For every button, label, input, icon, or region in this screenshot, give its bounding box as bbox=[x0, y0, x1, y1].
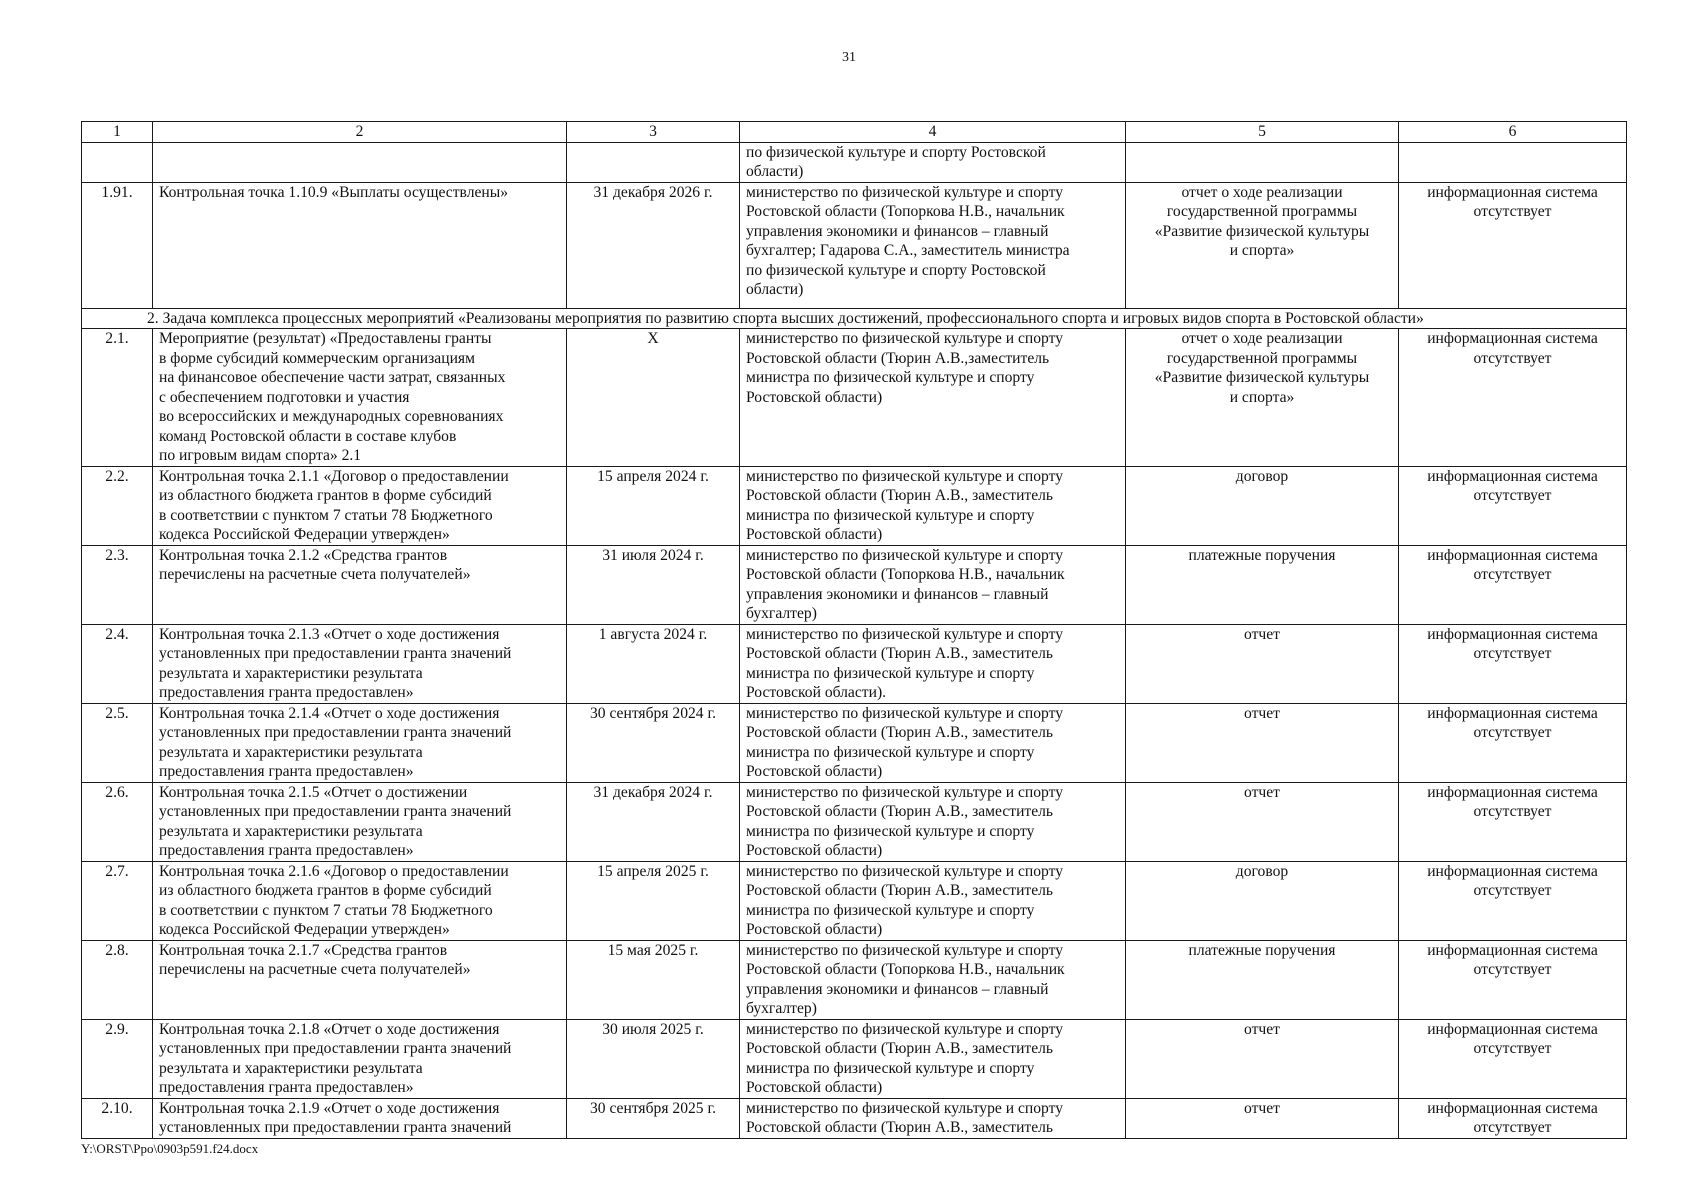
table-cell-col4: министерство по физической культуре и спорту Ростовской области (Тюрин А.В., заместитель министра по физической культуре и спорту Ростовской области) bbox=[740, 1019, 1126, 1098]
table-cell-col6: информационная система отсутствует bbox=[1399, 466, 1627, 545]
table-cell-col1: 2.7. bbox=[82, 861, 153, 940]
table-cell-col5: отчет bbox=[1126, 782, 1399, 861]
table-cell-col6: информационная система отсутствует bbox=[1399, 940, 1627, 1019]
table-cell-col6: информационная система отсутствует bbox=[1399, 1098, 1627, 1138]
section-heading: 2. Задача комплекса процессных мероприятий «Реализованы мероприятия по развитию спорта высших достижений, профессионального спорта и игровых видов спорта в Ростовской области» bbox=[82, 308, 1627, 329]
table-cell-col6: информационная система отсутствует bbox=[1399, 545, 1627, 624]
file-path-footer: Y:\ORST\Ppo\0903p591.f24.docx bbox=[81, 1141, 259, 1156]
table-body bbox=[82, 142, 1627, 1138]
table-cell-col3: 31 декабря 2024 г. bbox=[567, 782, 740, 861]
table-cell-col6 bbox=[1399, 142, 1627, 182]
table-cell-col1 bbox=[82, 142, 153, 182]
table-cell-col3 bbox=[567, 142, 740, 182]
column-header-4: 4 bbox=[740, 122, 1126, 143]
table-cell-col3: 15 апреля 2024 г. bbox=[567, 466, 740, 545]
table-cell-col2: Контрольная точка 2.1.9 «Отчет о ходе достижения установленных при предоставлении гранта значений bbox=[153, 1098, 567, 1138]
table-cell-col2: Мероприятие (результат) «Предоставлены гранты в форме субсидий коммерческим организациям на финансовое обеспечение части затрат, связанных с обеспечением подготовки и участия во всероссийских и международных соревнованиях команд Ростовской области в составе клубов по игровым видам спорта» 2.1 bbox=[153, 329, 567, 467]
table-cell-col1: 2.6. bbox=[82, 782, 153, 861]
table-cell-col4: по физической культуре и спорту Ростовской области) bbox=[740, 142, 1126, 182]
table-row bbox=[82, 1019, 1627, 1098]
table-cell-col2: Контрольная точка 2.1.4 «Отчет о ходе достижения установленных при предоставлении гранта значений результата и характеристики результата предоставления гранта предоставлен» bbox=[153, 703, 567, 782]
table-cell-col5: платежные поручения bbox=[1126, 940, 1399, 1019]
table-row bbox=[82, 142, 1627, 182]
table-cell-col3: 31 декабря 2026 г. bbox=[567, 182, 740, 308]
table-cell-col6: информационная система отсутствует bbox=[1399, 1019, 1627, 1098]
table-cell-col6: информационная система отсутствует bbox=[1399, 624, 1627, 703]
table-cell-col3: 30 июля 2025 г. bbox=[567, 1019, 740, 1098]
table-cell-col4: министерство по физической культуре и спорту Ростовской области (Топоркова Н.В., начальник управления экономики и финансов – главный бухгалтер) bbox=[740, 545, 1126, 624]
table-cell-col1: 2.5. bbox=[82, 703, 153, 782]
table-cell-col4: министерство по физической культуре и спорту Ростовской области (Топоркова Н.В., начальник управления экономики и финансов – главный бухгалтер) bbox=[740, 940, 1126, 1019]
table-cell-col5: отчет bbox=[1126, 1098, 1399, 1138]
column-header-1: 1 bbox=[82, 122, 153, 143]
table-cell-col3: 31 июля 2024 г. bbox=[567, 545, 740, 624]
table-cell-col4: министерство по физической культуре и спорту Ростовской области (Тюрин А.В., заместитель министра по физической культуре и спорту Ростовской области) bbox=[740, 782, 1126, 861]
table-row bbox=[82, 624, 1627, 703]
table-row bbox=[82, 861, 1627, 940]
table-cell-col3: 15 апреля 2025 г. bbox=[567, 861, 740, 940]
table-cell-col4: министерство по физической культуре и спорту Ростовской области (Тюрин А.В.,заместитель министра по физической культуре и спорту Ростовской области) bbox=[740, 329, 1126, 467]
table-cell-col4: министерство по физической культуре и спорту Ростовской области (Тюрин А.В., заместитель министра по физической культуре и спорту Ростовской области) bbox=[740, 703, 1126, 782]
table-cell-col3: 30 сентября 2025 г. bbox=[567, 1098, 740, 1138]
table-cell-col1: 2.2. bbox=[82, 466, 153, 545]
table-row bbox=[82, 1098, 1627, 1138]
table-cell-col5: договор bbox=[1126, 861, 1399, 940]
table-cell-col6: информационная система отсутствует bbox=[1399, 329, 1627, 467]
table-cell-col2: Контрольная точка 2.1.8 «Отчет о ходе достижения установленных при предоставлении гранта значений результата и характеристики результата предоставления гранта предоставлен» bbox=[153, 1019, 567, 1098]
table-cell-col2: Контрольная точка 2.1.5 «Отчет о достижении установленных при предоставлении гранта значений результата и характеристики результата предоставления гранта предоставлен» bbox=[153, 782, 567, 861]
table-cell-col6: информационная система отсутствует bbox=[1399, 861, 1627, 940]
table-cell-col2: Контрольная точка 2.1.7 «Средства грантов перечислены на расчетные счета получателей» bbox=[153, 940, 567, 1019]
table-cell-col3: X bbox=[567, 329, 740, 467]
table-cell-col4: министерство по физической культуре и спорту Ростовской области (Тюрин А.В., заместитель министра по физической культуре и спорту Ростовской области) bbox=[740, 466, 1126, 545]
column-header-5: 5 bbox=[1126, 122, 1399, 143]
table-cell-col5: отчет bbox=[1126, 703, 1399, 782]
page-number: 31 bbox=[842, 50, 856, 65]
table-cell-col2 bbox=[153, 142, 567, 182]
table-cell-col4: министерство по физической культуре и спорту Ростовской области (Тюрин А.В., заместитель министра по физической культуре и спорту Ростовской области) bbox=[740, 861, 1126, 940]
table-cell-col6: информационная система отсутствует bbox=[1399, 782, 1627, 861]
table-cell-col4: министерство по физической культуре и спорту Ростовской области (Топоркова Н.В., начальник управления экономики и финансов – главный бухгалтер; Гадарова С.А., заместитель министра по физической культуре и спорту Ростовской области) bbox=[740, 182, 1126, 308]
table-cell-col6: информационная система отсутствует bbox=[1399, 703, 1627, 782]
section-heading-row bbox=[82, 308, 1627, 329]
table-cell-col3: 1 августа 2024 г. bbox=[567, 624, 740, 703]
table-cell-col1: 2.8. bbox=[82, 940, 153, 1019]
table-cell-col2: Контрольная точка 2.1.1 «Договор о предоставлении из областного бюджета грантов в форме субсидий в соответствии с пунктом 7 статьи 78 Бюджетного кодекса Российской Федерации утвержден» bbox=[153, 466, 567, 545]
table-row bbox=[82, 329, 1627, 467]
table-cell-col5: платежные поручения bbox=[1126, 545, 1399, 624]
table-cell-col2: Контрольная точка 1.10.9 «Выплаты осуществлены» bbox=[153, 182, 567, 308]
table-cell-col1: 2.9. bbox=[82, 1019, 153, 1098]
measures-table bbox=[81, 121, 1627, 1139]
table-cell-col5 bbox=[1126, 142, 1399, 182]
column-number-row bbox=[82, 122, 1627, 143]
table-row bbox=[82, 703, 1627, 782]
table-cell-col2: Контрольная точка 2.1.6 «Договор о предоставлении из областного бюджета грантов в форме субсидий в соответствии с пунктом 7 статьи 78 Бюджетного кодекса Российской Федерации утвержден» bbox=[153, 861, 567, 940]
table-cell-col3: 15 мая 2025 г. bbox=[567, 940, 740, 1019]
table-cell-col5: отчет bbox=[1126, 1019, 1399, 1098]
table-row bbox=[82, 466, 1627, 545]
table-cell-col3: 30 сентября 2024 г. bbox=[567, 703, 740, 782]
table-cell-col5: отчет bbox=[1126, 624, 1399, 703]
table-cell-col5: отчет о ходе реализации государственной программы «Развитие физической культуры и спорта» bbox=[1126, 182, 1399, 308]
table-row bbox=[82, 182, 1627, 308]
column-header-6: 6 bbox=[1399, 122, 1627, 143]
table-row bbox=[82, 782, 1627, 861]
table-cell-col1: 1.91. bbox=[82, 182, 153, 308]
table-cell-col2: Контрольная точка 2.1.3 «Отчет о ходе достижения установленных при предоставлении гранта значений результата и характеристики результата предоставления гранта предоставлен» bbox=[153, 624, 567, 703]
table-cell-col1: 2.10. bbox=[82, 1098, 153, 1138]
table-cell-col1: 2.3. bbox=[82, 545, 153, 624]
table-cell-col5: отчет о ходе реализации государственной программы «Развитие физической культуры и спорта» bbox=[1126, 329, 1399, 467]
table-row bbox=[82, 940, 1627, 1019]
table-cell-col4: министерство по физической культуре и спорту Ростовской области (Тюрин А.В., заместитель bbox=[740, 1098, 1126, 1138]
table-cell-col1: 2.1. bbox=[82, 329, 153, 467]
table-cell-col6: информационная система отсутствует bbox=[1399, 182, 1627, 308]
table-cell-col5: договор bbox=[1126, 466, 1399, 545]
table-row bbox=[82, 545, 1627, 624]
column-header-2: 2 bbox=[153, 122, 567, 143]
table-cell-col1: 2.4. bbox=[82, 624, 153, 703]
table-cell-col2: Контрольная точка 2.1.2 «Средства грантов перечислены на расчетные счета получателей» bbox=[153, 545, 567, 624]
column-header-3: 3 bbox=[567, 122, 740, 143]
table-cell-col4: министерство по физической культуре и спорту Ростовской области (Тюрин А.В., заместитель министра по физической культуре и спорту Ростовской области). bbox=[740, 624, 1126, 703]
